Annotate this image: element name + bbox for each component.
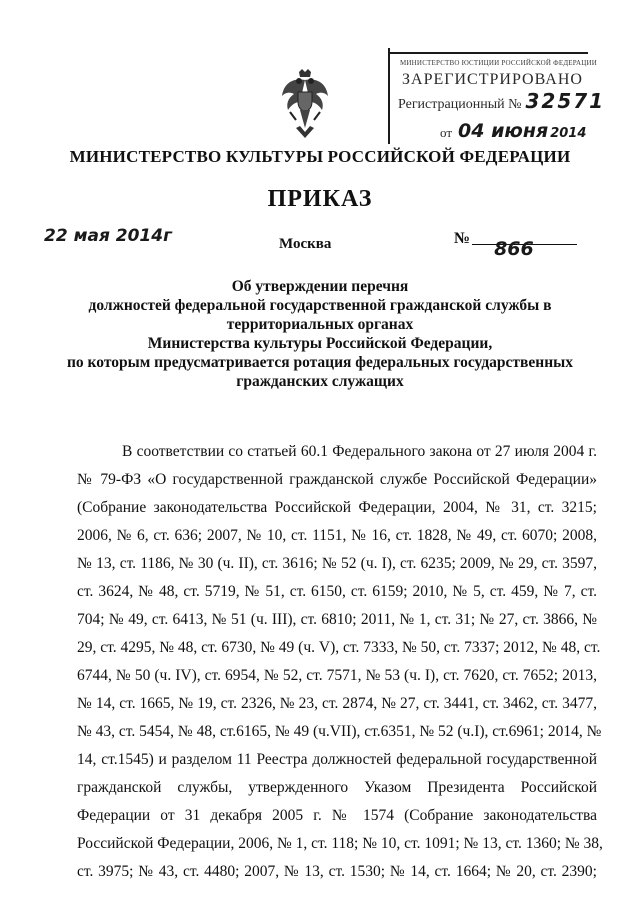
number-label: №: [454, 230, 471, 247]
body-line: Федерации от 31 декабря 2005 г. № 1574 (Собрание законодательства: [77, 807, 597, 824]
coat-of-arms-icon: [280, 68, 330, 142]
body-line: ст. 3624, № 48, ст. 5719, № 51, ст. 6150, ст. 6159; 2010, № 5, ст. 459, № 7, ст.: [77, 583, 597, 600]
body-line: ст. 3975; № 43, ст. 4480; 2007, № 13, ст. 1530; № 14, ст. 1664; № 20, ст. 2390;: [77, 863, 597, 880]
handwritten-date: 22 мая 2014г: [44, 226, 172, 246]
city-label: Москва: [279, 236, 332, 252]
order-number-value: 866: [494, 238, 534, 260]
stamp-date-prefix: от: [440, 125, 453, 140]
registration-stamp: [388, 48, 606, 148]
ministry-name: МИНИСТЕРСТВО КУЛЬТУРЫ РОССИЙСКОЙ ФЕДЕРАЦИИ: [69, 147, 571, 166]
subject-line: территориальных органах: [226, 316, 414, 333]
body-line: Российской Федерации, 2006, № 1, ст. 118; № 10, ст. 1091; № 13, ст. 1360; № 38,: [77, 835, 603, 852]
body-line: гражданской службы, утвержденного Указом Президента Российской: [77, 779, 597, 796]
stamp-year: 2014: [550, 126, 587, 141]
body-line: 2006, № 6, ст. 636; 2007, № 10, ст. 1151, № 16, ст. 1828, № 49, ст. 6070; 2008,: [77, 527, 597, 544]
stamp-registration-number: 32571: [525, 89, 606, 113]
body-line: № 14, ст. 1665, № 19, ст. 2326, № 23, ст. 2874, № 27, ст. 3441, ст. 3462, ст. 3477,: [77, 695, 597, 712]
order-number: [454, 230, 577, 260]
subject-line: должностей федеральной государственной гражданской службы в: [88, 297, 552, 314]
body-line: В соответствии со статьей 60.1 Федерального закона от 27 июля 2004 г.: [122, 443, 597, 460]
body-line: № 13, ст. 1186, № 30 (ч. II), ст. 3616; № 52 (ч. I), ст. 6235; 2009, № 29, ст. 3597,: [77, 555, 597, 572]
subject-line: Об утверждении перечня: [231, 278, 409, 295]
order-title: ПРИКАЗ: [267, 186, 373, 212]
stamp-date-row: [440, 120, 586, 142]
stamp-registered-label: ЗАРЕГИСТРИРОВАНО: [402, 71, 583, 88]
stamp-border: [388, 48, 390, 144]
stamp-border: [388, 52, 588, 54]
stamp-registration-row: [398, 89, 605, 113]
stamp-date-value: 04 июня: [458, 120, 549, 142]
body-line: № 79-ФЗ «О государственной гражданской службе Российской Федерации»: [77, 471, 597, 488]
body-line: 14, ст.1545) и разделом 11 Реестра должностей федеральной государственной: [77, 751, 597, 768]
stamp-ministry-line: МИНИСТЕРСТВО ЮСТИЦИИ РОССИЙСКОЙ ФЕДЕРАЦИИ: [400, 59, 597, 67]
body-line: 29, ст. 4295, № 48, ст. 6730, № 49 (ч. V), ст. 7333, № 50, ст. 7337; 2012, № 48, ст.: [77, 639, 601, 656]
body-line: 704; № 49, ст. 6413, № 51 (ч. III), ст. 6810; 2011, № 1, ст. 31; № 27, ст. 3866, №: [77, 611, 597, 628]
body-line: 6744, № 50 (ч. IV), ст. 6954, № 52, ст. 7571, № 53 (ч. I), ст. 7620, ст. 7652; 2013,: [77, 667, 597, 684]
subject-line: Министерства культуры Российской Федерации,: [147, 335, 493, 352]
stamp-registration-label: Регистрационный №: [398, 97, 522, 112]
body-line: № 43, ст. 5454, № 48, ст.6165, № 49 (ч.VII), ст.6351, № 52 (ч.I), ст.6961; 2014, №: [77, 723, 602, 740]
body-line: (Собрание законодательства Российской Федерации, 2004, № 31, ст. 3215;: [77, 499, 597, 516]
number-underline: [472, 238, 577, 260]
order-subject: [40, 277, 600, 391]
subject-line: гражданских служащих: [236, 373, 404, 390]
subject-line: по которым предусматривается ротация федеральных государственных: [67, 354, 573, 371]
